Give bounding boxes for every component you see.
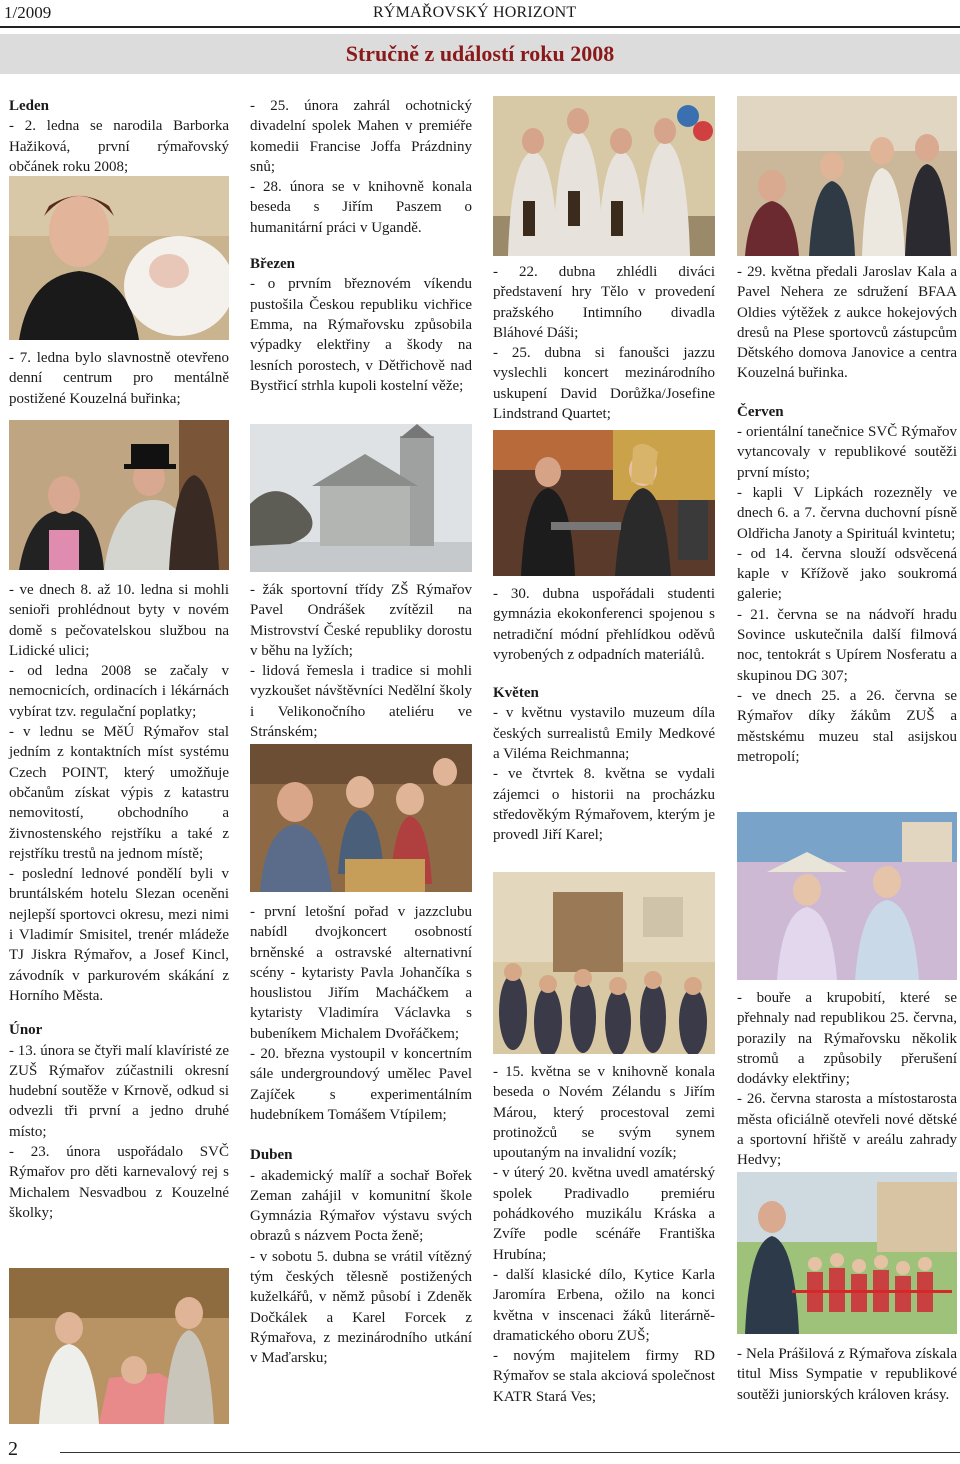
- article-item: - žák sportovní třídy ZŠ Rýmařov Pavel Ondrášek zvítězil na Mistrovství České republiky dorostu v běhu na lyžích;: [250, 582, 472, 659]
- article-item: - Nela Prášilová z Rýmařova získala titul Miss Sympatie v republikové soutěži juniorských královen krásy.: [737, 1346, 957, 1403]
- article-item: - v lednu se MěÚ Rýmařov stal jedním z kontaktních míst systému Czech POINT, který umožňuje občanům získat výpis z katastru nemovitostí, obchodního a živnostenského rejstříku a také z rejstříku trestů na jednom místě;: [9, 724, 229, 862]
- column-3: [493, 262, 715, 424]
- article-item: - další klasické dílo, Kytice Karla Jaromíra Erbena, ožilo na konci května v inscenaci žáků literárně-dramatického oboru ZUŠ;: [493, 1266, 715, 1344]
- column-1-c: [9, 580, 229, 1223]
- page-title: Stručně z událostí roku 2008: [345, 41, 615, 66]
- photo-asian-festival: [737, 812, 957, 980]
- article-item: - kapli V Lipkách rozezněly ve dnech 6. a 7. června duchovní písně Oldřicha Janoty a Spirituál kvintetu;: [737, 484, 957, 542]
- article-item: - 7. ledna bylo slavnostně otevřeno denní centrum pro mentálně postižené Kouzelná buřinka;: [9, 350, 229, 407]
- article-item: - první letošní pořad v jazzclubu nabídl dvojkoncert osobností brněnské a ostravské alternativní scény - kytaristy Pavla Johančíka s houslistou Jiřím Macháčkem a kytaristy Vladimíra Václavka s bubeníkem Michalem Dvořáčkem;: [250, 904, 472, 1042]
- column-4-b: [737, 988, 957, 1171]
- column-3-c: [493, 1062, 715, 1407]
- article-item: - 13. února se čtyři malí klavíristé ze ZUŠ Rýmařov zúčastnili okresní hudební soutěže v Krnově, odkud si odvezli tři první a jedno druhé místo;: [9, 1042, 229, 1140]
- column-2-c: [250, 902, 472, 1369]
- newspaper-name: RÝMAŘOVSKÝ HORIZONT: [373, 4, 577, 21]
- article-item: - 25. dubna si fanoušci jazzu vyslechli koncert mezinárodního uskupení David Dorůžka/Josefine Lindstrand Quartet;: [493, 345, 715, 423]
- photo-theatre-play: [9, 1268, 229, 1424]
- photo-charity-handover: [737, 96, 957, 256]
- issue-number: 1/2009: [4, 3, 52, 22]
- article-item: - 26. června starosta a místostarosta města oficiálně otevřeli nové dětské a sportovní hřiště v areálu zahrady Hedvy;: [737, 1091, 957, 1169]
- column-4-c: [737, 1344, 957, 1405]
- footer-rule: [60, 1452, 960, 1453]
- header-rule: [0, 26, 960, 28]
- month-heading-kveten: Květen: [493, 685, 539, 702]
- article-item: - 21. června se na nádvoří hradu Sovince uskutečnila další filmová noc, tentokrát s Upírem Nosferatu a skupinou DG 307;: [737, 606, 957, 684]
- article-item: - akademický malíř a sochař Bořek Zeman zahájil v komunitní škole Gymnázia Rýmařov výstavu svých obrazů s názvem Pocta ženě;: [250, 1167, 472, 1245]
- article-item: - poslední lednové pondělí byli v bruntálském hotelu Slezan oceněni nejlepší sportovci okresu, mezi nimi i Vladimír Smisitel, trenér mládeže TJ Jiskra Rýmařov, a Josef Kincl, závodník v parkurovém skákání z Horního Města.: [9, 866, 229, 1004]
- photo-historic-walk: [493, 872, 715, 1054]
- column-3-b: [493, 584, 715, 846]
- article-item: - 20. března vystoupil v koncertním sále undergroundový umělec Pavel Zajíček s experimentálním hudebníkem Tomášem Vtípilem;: [250, 1046, 472, 1123]
- column-2-b: [250, 580, 472, 742]
- article-item: - 23. února uspořádalo SVČ Rýmařov pro děti karnevalový rej s Michalem Nesvadbou z Kouzelné školky;: [9, 1144, 229, 1221]
- article-item: - novým majitelem firmy RD Rýmařov se stala akciová společnost KATR Stará Ves;: [493, 1348, 715, 1405]
- photo-day-centre: [9, 420, 229, 570]
- article-item: - o prvním březnovém víkendu pustošila Českou republiku vichřice Emma, na Rýmařovsku způsobila výpadky elektřiny a škody na lesních porostech, v Dětřichově nad Bystřicí strhla kupoli kostelní věže;: [250, 276, 472, 394]
- photo-playground-opening: [737, 1172, 957, 1334]
- page-number: 2: [8, 1438, 18, 1460]
- article-item: - ve dnech 8. až 10. ledna si mohli senioři prohlédnout byty v novém domě s pečovatelskou službou na Lidické ulici;: [9, 582, 229, 659]
- month-heading-unor: Únor: [9, 1022, 43, 1039]
- photo-mother-baby: [9, 176, 229, 340]
- article-item: - 30. dubna uspořádali studenti gymnázia ekokonferenci spojenou s netradiční módní přehlídkou oděvů vyrobených z odpadních materiálů.: [493, 586, 715, 663]
- month-heading-brezen: Březen: [250, 256, 295, 273]
- article-item: - 29. května předali Jaroslav Kala a Pavel Nehera ze sdružení BFAA Oldies výtěžek z aukce hokejových dresů na Plese sportovců zástupcům Dětského domova Janovice a centra Kouzelná buřinka.: [737, 264, 957, 382]
- column-4: [737, 262, 957, 767]
- article-item: - 2. ledna se narodila Barborka Hažiková, první rýmařovský občánek roku 2008;: [9, 118, 229, 175]
- column-2: [250, 96, 472, 396]
- article-item: - 22. dubna zhlédli diváci představení hry Tělo v provedení pražského Intimního divadla Bláhové Dáši;: [493, 264, 715, 341]
- article-item: - 25. února zahrál ochotnický divadelní spolek Mahen v premiéře komedii Francise Joffa Prázdniny snů;: [250, 98, 472, 175]
- article-item: - orientální tanečnice SVČ Rýmařov vytancovaly v republikové soutěži první místo;: [737, 424, 957, 481]
- month-heading-leden: Leden: [9, 98, 50, 114]
- article-item: - 15. května se v knihovně konala beseda o Novém Zélandu s Jiřím Márou, který procestoval zemi protinožců se svým synem upoutaným na invalidní vozík;: [493, 1064, 715, 1162]
- article-item: - v úterý 20. května uvedl amatérský spolek Pradivadlo premiéru pohádkového muzikálu Kráska a Zvíře podle scénáře Františka Hrubína;: [493, 1165, 715, 1263]
- column-1: [9, 96, 229, 177]
- page-header: [0, 0, 960, 28]
- article-item: - od 14. června slouží odsvěcená kaple v Křížově jako soukromá galerie;: [737, 545, 957, 603]
- article-item: - v květnu vystavilo muzeum díla českých surrealistů Emily Medkové a Viléma Reichmanna;: [493, 705, 715, 763]
- article-item: - od ledna 2008 se začaly v nemocnicích, ordinacích i lékárnách vybírat tzv. regulační poplatky;: [9, 663, 229, 720]
- article-item: - ve čtvrtek 8. května se vydali zájemci o historii na procházku středověkým Rýmařovem, kterým je provedl Jiří Karel;: [493, 766, 715, 844]
- article-item: - ve dnech 25. a 26. června se Rýmařov díky žákům ZUŠ a městskému muzeu stal asijskou metropolí;: [737, 687, 957, 765]
- photo-jazz-concert: [493, 430, 715, 576]
- photo-bowling-team: [493, 96, 715, 256]
- article-item: - bouře a krupobití, které se přehnaly nad republikou 25. června, porazily na Rýmařovsku několik stromů a způsobily přerušení dodávky elektřiny;: [737, 990, 957, 1088]
- article-item: - 28. února se v knihovně konala beseda s Jiřím Paszem o humanitární práci v Ugandě.: [250, 179, 472, 236]
- photo-crafts-workshop: [250, 744, 472, 892]
- article-item: - lidová řemesla i tradice si mohli vyzkoušet návštěvníci Nedělní školy i Velikonočního ateliéru ve Stránském;: [250, 663, 472, 741]
- month-heading-cerven: Červen: [737, 403, 784, 420]
- column-1-b: [9, 348, 229, 409]
- photo-damaged-church: [250, 424, 472, 572]
- month-heading-duben: Duben: [250, 1147, 293, 1164]
- article-item: - v sobotu 5. dubna se vrátil vítězný tým českých tělesně postižených kuželkářů, v němž působí i Zdeněk Dočkálek a Karel Forcek z Rýmařova, z mezinárodního utkání v Maďarsku;: [250, 1248, 472, 1367]
